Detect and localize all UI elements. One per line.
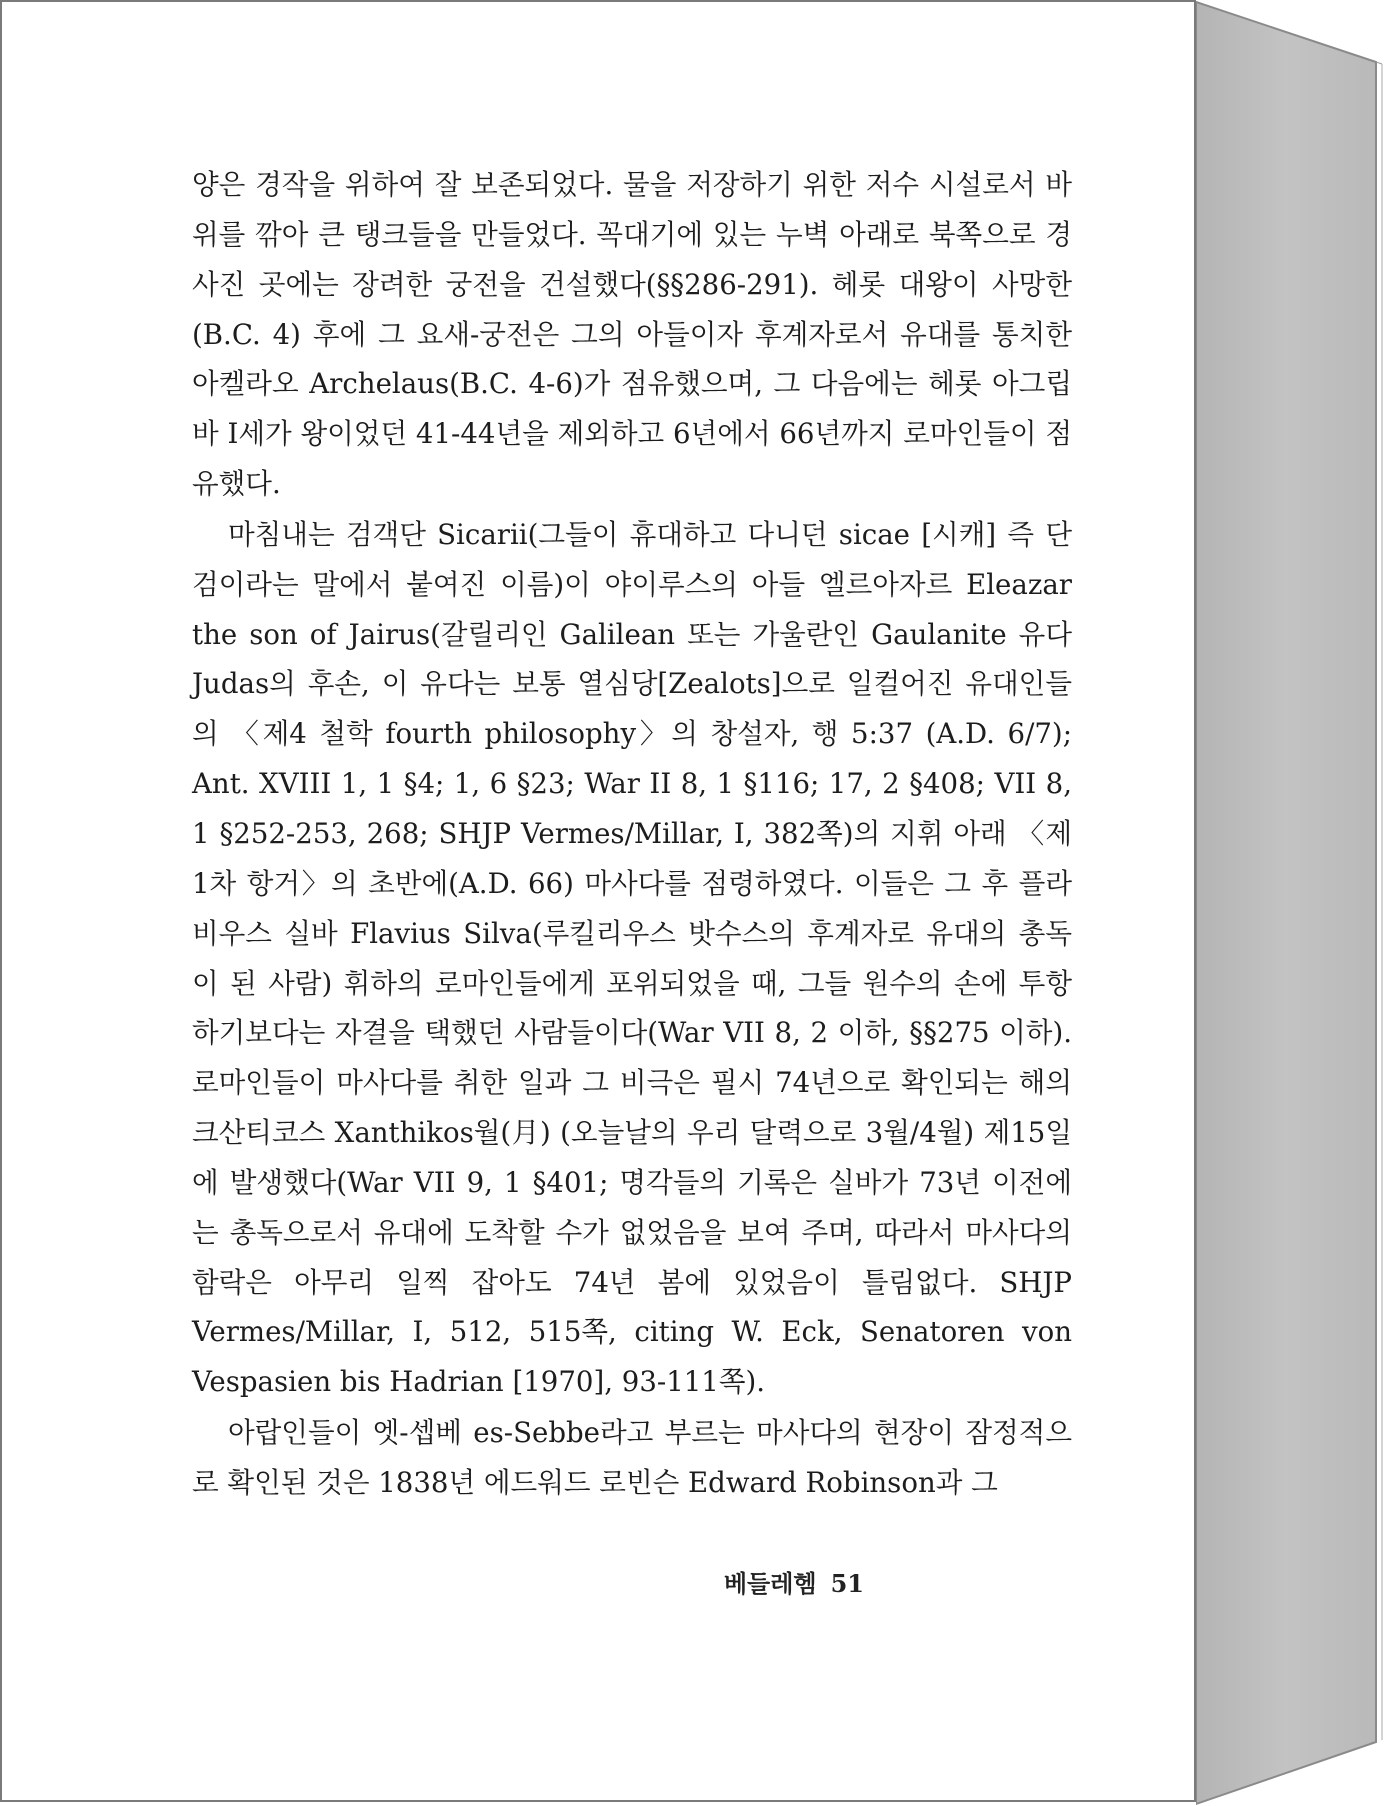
paragraph-3: 아랍인들이 엣-셉베 es-Sebbe라고 부르는 마사다의 현장이 잠정적으로 확인된 것은 1838년 에드워드 로빈슨 Edward Robinson과 그 (192, 1416, 1072, 1499)
page-number: 51 (830, 1569, 864, 1598)
page-stack-edge (1196, 0, 1390, 1806)
paragraph-1: 양은 경작을 위하여 잘 보존되었다. 물을 저장하기 위한 저수 시설로서 바위를 깎아 큰 탱크들을 만들었다. 꼭대기에 있는 누벽 아래로 북쪽으로 경사진 곳에는 장려한 궁전을 건설했다(§§286-291). 헤롯 대왕이 사망한(B.C. 4) 후에 그 요새-궁전은 그의 아들이자 후계자로서 유대를 통치한 아켈라오 Archelaus(B.C. 4-6)가 점유했으며, 그 다음에는 헤롯 아그립바 I세가 왕이었던 41-44년을 제외하고 6년에서 66년까지 로마인들이 점유했다. (192, 168, 1072, 501)
page-stack-edge-graphic (1196, 0, 1390, 1806)
paragraph-2: 마침내는 검객단 Sicarii(그들이 휴대하고 다니던 sicae [시캐] 즉 단검이라는 말에서 붙여진 이름)이 야이루스의 아들 엘르아자르 Eleazar the son of Jairus(갈릴리인 Galilean 또는 가울란인 Gaulanite 유다 Judas의 후손, 이 유다는 보통 열심당[Zealots]으로 일컬어진 유대인들의 〈제4 철학 fourth philosophy〉의 창설자, 행 5:37 (A.D. 6/7); Ant. XVIII 1, 1 §4; 1, 6 §23; War II 8, 1 §116; 17, 2 §408; VII 8, 1 §252-253, 268; SHJP Vermes/Millar, I, 382쪽)의 지휘 아래 〈제1차 항거〉의 초반에(A.D. 66) 마사다를 점령하였다. 이들은 그 후 플라비우스 실바 Flavius Silva(루킬리우스 밧수스의 후계자로 유대의 총독이 된 사람) 휘하의 로마인들에게 포위되었을 때, 그들 원수의 손에 투항하기보다는 자결을 택했던 사람들이다(War VII 8, 2 이하, §§275 이하). 로마인들이 마사다를 취한 일과 그 비극은 필시 74년으로 확인되는 해의 크산티코스 Xanthikos월(月) (오늘날의 우리 달력으로 3월/4월) 제15일에 발생했다(War VII 9, 1 §401; 명각들의 기록은 실바가 73년 이전에는 총독으로서 유대에 도착할 수가 없었음을 보여 주며, 따라서 마사다의 함락은 아무리 일찍 잡아도 74년 봄에 있었음이 틀림없다. SHJP Vermes/Millar, I, 512, 515쪽, citing W. Eck, Senatoren von Vespasien bis Hadrian [1970], 93-111쪽). (192, 517, 1072, 1399)
footer-title: 베들레헴 (723, 1569, 817, 1598)
body-text (192, 160, 1072, 1509)
running-footer (724, 1564, 864, 1599)
